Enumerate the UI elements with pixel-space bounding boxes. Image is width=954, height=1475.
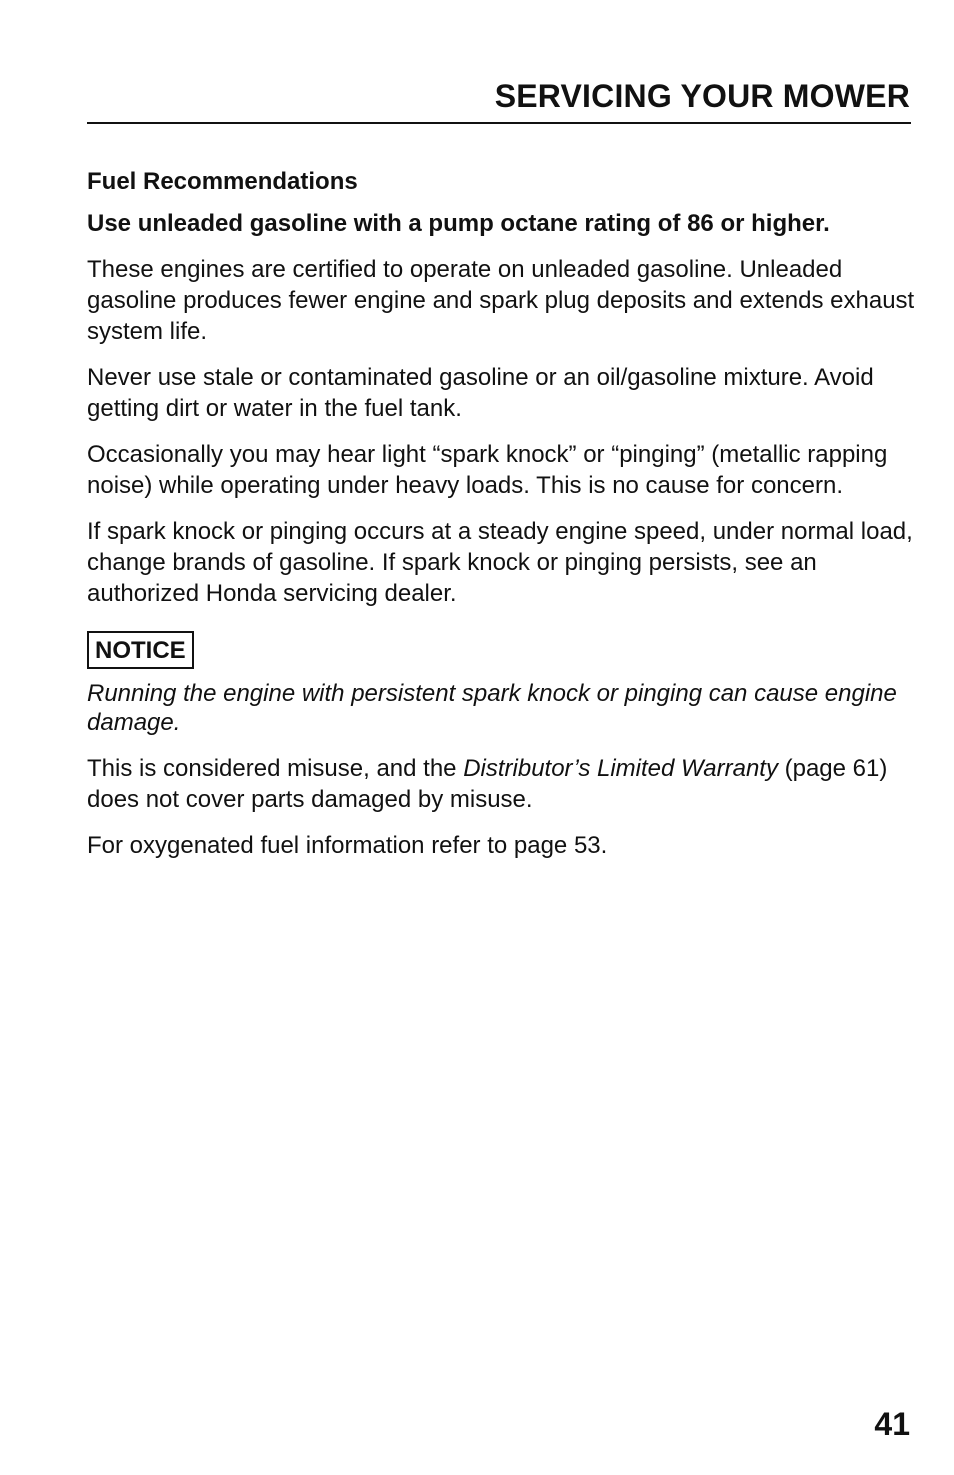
paragraph-certification: These engines are certified to operate on unleaded gasoline. Unleaded gasoline produces fewer engine and spark plug deposits and extends exhaust system life. <box>87 256 915 345</box>
page-number: 41 <box>874 1406 910 1442</box>
misuse-text-after: (page 61) does not cover parts damaged by misuse. <box>87 755 888 813</box>
notice-text: Running the engine with persistent spark knock or pinging can cause engine damage. <box>87 680 897 736</box>
octane-requirement: Use unleaded gasoline with a pump octane rating of 86 or higher. <box>87 210 830 237</box>
paragraph-spark-knock: Occasionally you may hear light “spark knock” or “pinging” (metallic rapping noise) while operating under heavy loads. This is no cause for concern. <box>87 441 888 499</box>
notice-label-wrap <box>87 631 917 671</box>
misuse-text-before: This is considered misuse, and the <box>87 755 464 782</box>
warranty-title: Distributor’s Limited Warranty <box>463 755 778 782</box>
header-rule <box>87 122 911 124</box>
main-content <box>87 166 917 876</box>
paragraph-stale-fuel: Never use stale or contaminated gasoline or an oil/gasoline mixture. Avoid getting dirt or water in the fuel tank. <box>87 364 874 422</box>
page-header-title: SERVICING YOUR MOWER <box>494 78 910 114</box>
section-heading: Fuel Recommendations <box>87 168 358 195</box>
notice-label: NOTICE <box>87 631 194 669</box>
paragraph-misuse <box>87 753 917 815</box>
paragraph-oxygenated-fuel: For oxygenated fuel information refer to page 53. <box>87 832 608 859</box>
paragraph-change-brands: If spark knock or pinging occurs at a steady engine speed, under normal load, change brands of gasoline. If spark knock or pinging persists, see an authorized Honda servicing dealer. <box>87 518 913 607</box>
